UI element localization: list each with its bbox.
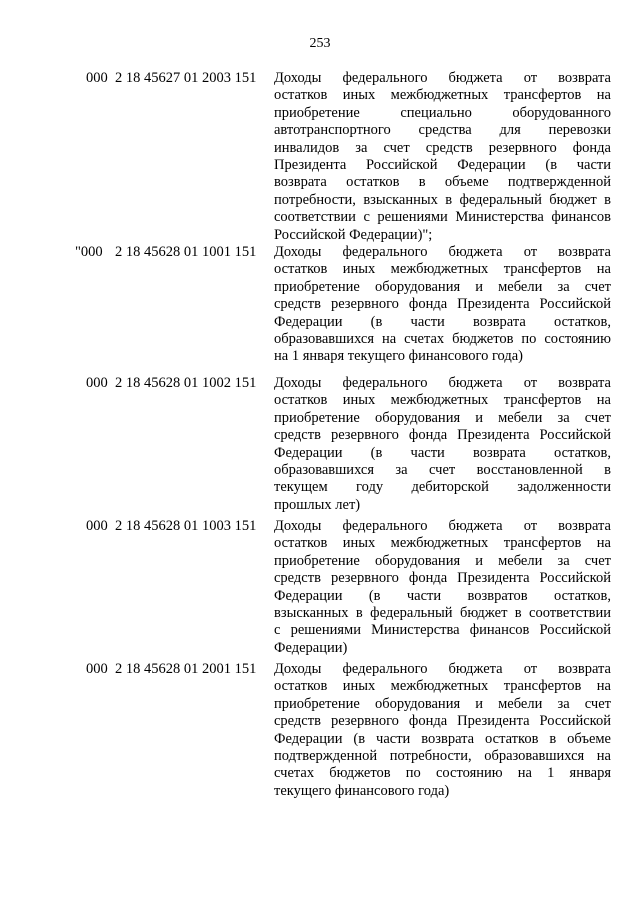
admin-code: 000 bbox=[86, 661, 108, 677]
description-line: счетах бюджетов по состоянию на 1 января bbox=[274, 765, 611, 782]
description-line: остатков иных межбюджетных трансфертов на bbox=[274, 87, 611, 104]
budget-classification-code: 2 18 45628 01 1002 151 bbox=[115, 375, 257, 391]
description-line: возврата остатков в объеме подтвержденной bbox=[274, 174, 611, 191]
budget-classification-code: 2 18 45628 01 2001 151 bbox=[115, 661, 257, 677]
description-line: средств резервного фонда Президента Российской bbox=[274, 713, 611, 730]
description-line: текущего финансового года) bbox=[274, 782, 450, 799]
admin-code: 000 bbox=[86, 375, 108, 391]
admin-code: 000 bbox=[86, 70, 108, 86]
description-line: Доходы федерального бюджета от возврата bbox=[274, 518, 611, 534]
description-line: Президента Российской Федерации (в части bbox=[274, 157, 611, 174]
description-line: текущем году дебиторской задолженности bbox=[274, 479, 611, 496]
description-line: приобретение оборудования и мебели за счет bbox=[274, 695, 611, 712]
admin-code: 000 bbox=[86, 518, 108, 534]
description-line: Федерации (в части возврата остатков, bbox=[274, 444, 611, 461]
description-line: инвалидов за счет средств резервного фонда bbox=[274, 139, 611, 156]
revenue-description bbox=[274, 375, 611, 514]
description-line: средств резервного фонда Президента Российской bbox=[274, 296, 611, 313]
description-line: остатков иных межбюджетных трансфертов на bbox=[274, 535, 611, 552]
description-line: Федерации (в части возврата остатков, bbox=[274, 313, 611, 330]
description-line: подтвержденной потребности, образовавшихся на bbox=[274, 748, 611, 765]
description-line: прошлых лет) bbox=[274, 496, 361, 513]
budget-classification-code: 2 18 45628 01 1001 151 bbox=[115, 244, 257, 260]
revenue-description bbox=[274, 661, 611, 800]
description-line: взысканных в федеральный бюджет в соответствии bbox=[274, 605, 611, 622]
page-number: 253 bbox=[309, 36, 331, 51]
description-line: средств резервного фонда Президента Российской bbox=[274, 427, 611, 444]
description-line: Федерации) bbox=[274, 639, 348, 656]
budget-classification-code: 2 18 45627 01 2003 151 bbox=[115, 70, 257, 86]
description-line: образовавшихся на счетах бюджетов по состоянию bbox=[274, 331, 611, 348]
description-line: Доходы федерального бюджета от возврата bbox=[274, 661, 611, 677]
description-line: соответствии с решениями Министерства финансов bbox=[274, 209, 611, 226]
description-line: Российской Федерации)"; bbox=[274, 226, 433, 243]
description-line: Федерации (в части возвратов остатков, bbox=[274, 587, 611, 604]
description-line: Федерации (в части возврата остатков в объеме bbox=[274, 730, 611, 747]
description-line: остатков иных межбюджетных трансфертов на bbox=[274, 392, 611, 409]
description-line: приобретение оборудования и мебели за счет bbox=[274, 409, 611, 426]
description-line: образовавшихся за счет восстановленной в bbox=[274, 462, 611, 479]
description-line: с решениями Министерства финансов Российской bbox=[274, 622, 611, 639]
description-line: автотранспортного средства для перевозки bbox=[274, 122, 611, 139]
description-line: Доходы федерального бюджета от возврата bbox=[274, 375, 611, 391]
description-line: на 1 января текущего финансового года) bbox=[274, 348, 523, 365]
description-line: остатков иных межбюджетных трансфертов на bbox=[274, 261, 611, 278]
description-line: приобретение специально оборудованного bbox=[274, 104, 611, 121]
description-line: остатков иных межбюджетных трансфертов на bbox=[274, 678, 611, 695]
budget-classification-code: 2 18 45628 01 1003 151 bbox=[115, 518, 257, 534]
description-line: средств резервного фонда Президента Российской bbox=[274, 570, 611, 587]
revenue-description bbox=[274, 518, 611, 657]
description-line: приобретение оборудования и мебели за счет bbox=[274, 278, 611, 295]
revenue-description bbox=[274, 244, 611, 366]
admin-code: "000 bbox=[75, 244, 103, 260]
revenue-description bbox=[274, 70, 611, 244]
description-line: Доходы федерального бюджета от возврата bbox=[274, 244, 611, 260]
description-line: приобретение оборудования и мебели за счет bbox=[274, 552, 611, 569]
description-line: Доходы федерального бюджета от возврата bbox=[274, 70, 611, 86]
description-line: потребности, взысканных в федеральный бюджет в bbox=[274, 191, 611, 208]
